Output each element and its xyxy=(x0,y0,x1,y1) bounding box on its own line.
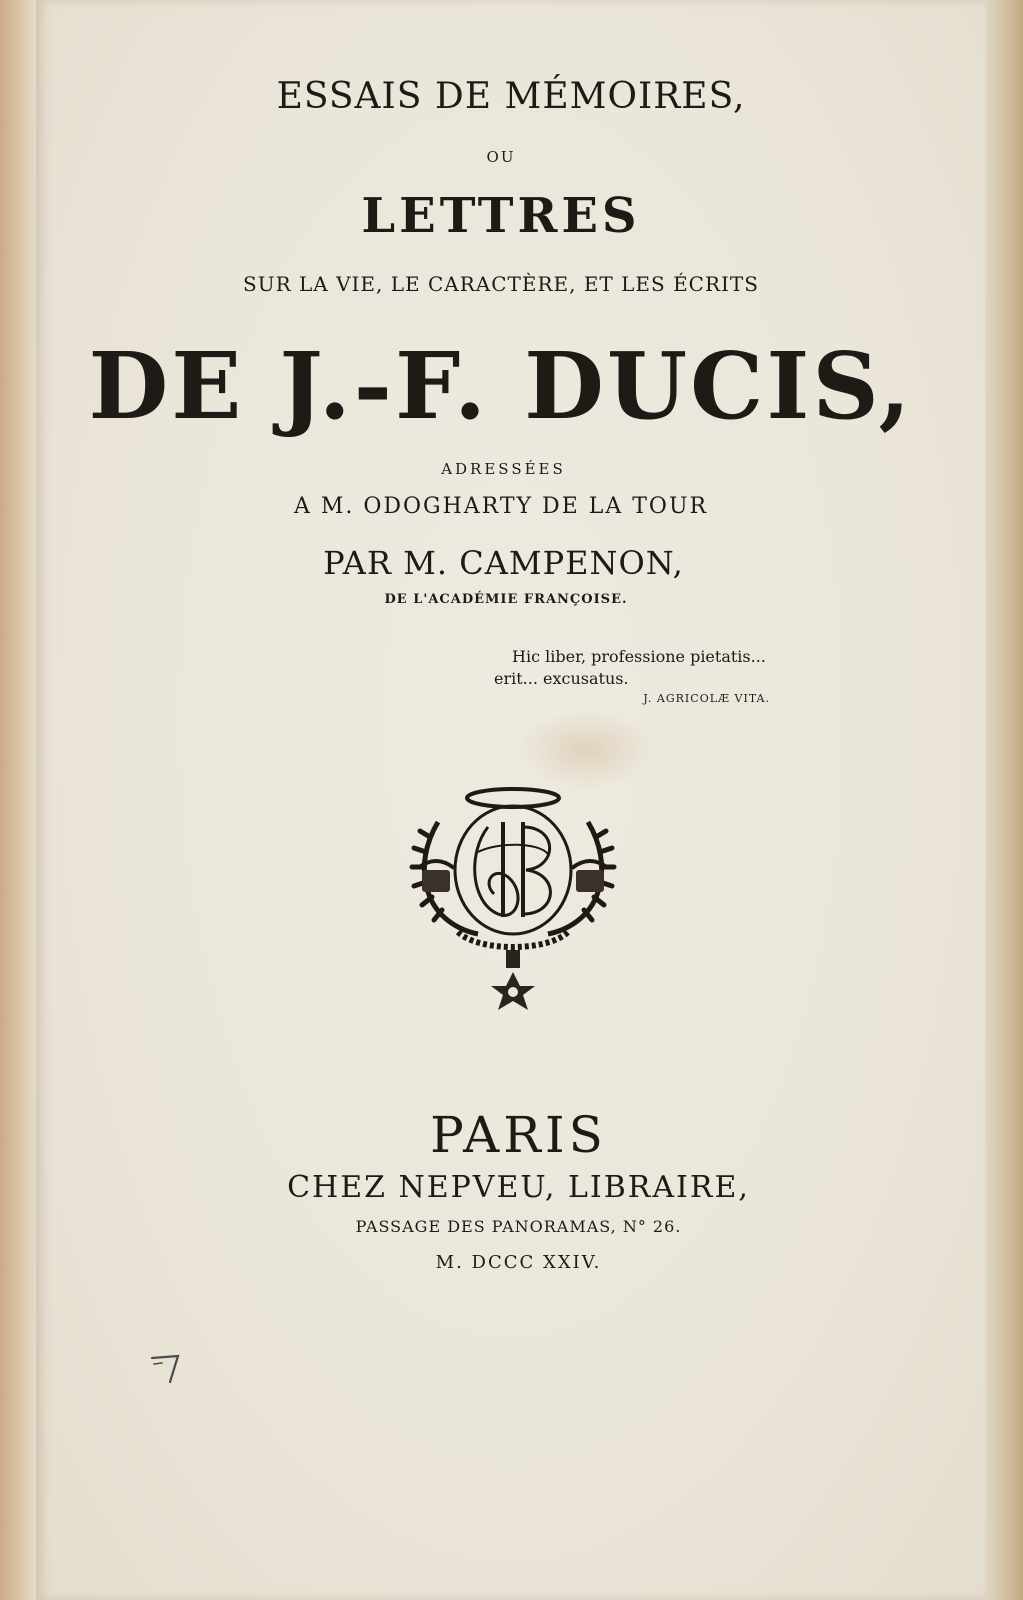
title-line-essais: ESSAIS DE MÉMOIRES, xyxy=(276,76,746,117)
imprint-year: M. DCCC XXIV. xyxy=(435,1252,602,1273)
imprint-city: PARIS xyxy=(430,1106,607,1164)
subtitle-line: SUR LA VIE, LE CARACTÈRE, ET LES ÉCRITS xyxy=(243,272,759,296)
title-line-ou: OU xyxy=(486,148,516,166)
foxing-stain xyxy=(516,710,656,790)
author-line: PAR M. CAMPENON, xyxy=(323,544,684,582)
epigraph-line-1: Hic liber, professione pietatis... xyxy=(512,647,766,666)
epigraph-line-2: erit... excusatus. xyxy=(494,669,629,688)
author-affiliation: DE L'ACADÉMIE FRANÇOISE. xyxy=(384,592,628,607)
pencil-mark xyxy=(148,1348,198,1388)
recipient-line: A M. ODOGHARTY DE LA TOUR xyxy=(293,494,709,519)
epigraph xyxy=(494,646,824,710)
monogram-wreath-medal-icon xyxy=(408,782,618,1032)
subject-name: DE J.-F. DUCIS, xyxy=(88,332,914,440)
title-line-lettres: LETTRES xyxy=(361,188,641,244)
epigraph-attribution: J. AGRICOLÆ VITA. xyxy=(643,692,770,705)
imprint-publisher: CHEZ NEPVEU, LIBRAIRE, xyxy=(287,1170,750,1205)
addressed-line: ADRESSÉES xyxy=(441,460,566,478)
imprint-address: PASSAGE DES PANORAMAS, N° 26. xyxy=(355,1217,682,1236)
title-page xyxy=(36,0,986,1600)
